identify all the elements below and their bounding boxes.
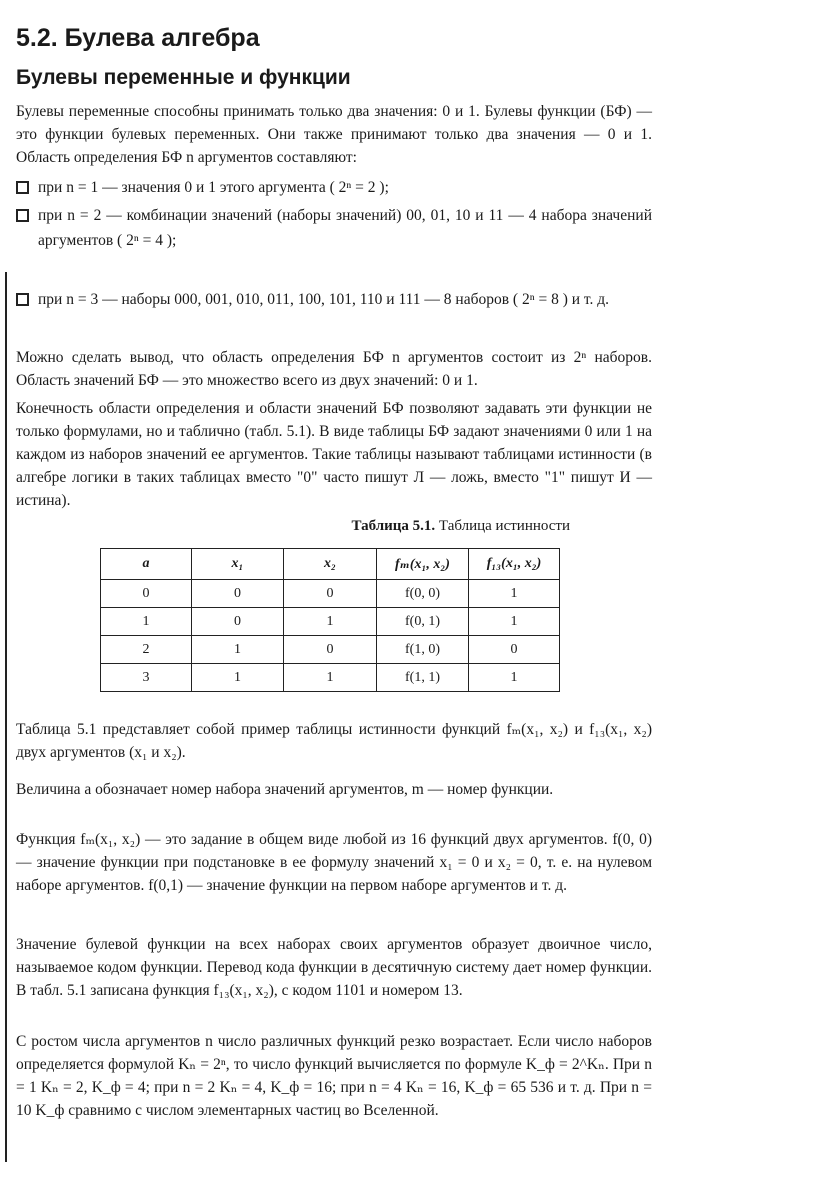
table-row: [101, 664, 560, 692]
checkbox-bullet-icon: [16, 293, 29, 306]
bullet-text: при n = 3 — наборы 000, 001, 010, 011, 100, 101, 110 и 111 — 8 наборов ( 2ⁿ = 8 ) и т. д.: [38, 291, 610, 308]
table-header-row: [101, 549, 560, 580]
subsection-title: Булевы переменные и функции: [16, 66, 351, 89]
bullet-item-n1: [16, 175, 652, 200]
para-text: Таблица 5.1 представляет собой пример таблицы истинности функций fₘ(x₁, x₂) и f₁₃(x₁, x₂) двух аргументов (x₁ и x₂).: [16, 721, 652, 761]
para-text: Конечность области определения и области значений БФ позволяют задавать эти функции не только формулами, но и таблично (табл. 5.1). В виде таблицы БФ задают значениями 0 или 1 на каждом из наборов значений ее аргументов. Такие таблицы называют таблицами истинности (в алгебре логики в таких таблицах вместо "0" часто пишут Л — ложь, вместо "1" пишут И — истина).: [16, 400, 652, 509]
table-cell: 0: [192, 580, 284, 608]
table-cell: 0: [101, 580, 192, 608]
paragraph-growth: [16, 1030, 652, 1122]
table-cell: f(1, 0): [377, 636, 469, 664]
table-cell: 1: [284, 664, 377, 692]
table-cell: 0: [469, 636, 560, 664]
para-text: С ростом числа аргументов n число различных функций резко возрастает. Если число наборов определяется формулой Kₙ = 2ⁿ, то число функций вычисляется по формуле K_ф = 2^Kₙ. При n = 1 Kₙ = 2, K_ф = 4; при n = 2 Kₙ = 4, K_ф = 16; при n = 4 Kₙ = 16, K_ф = 65 536 и т. д. При n = 10 K_ф сравнимо с числом элементарных частиц во Вселенной.: [16, 1033, 652, 1119]
table-cell: 1: [192, 664, 284, 692]
bullet-item-n2: [16, 203, 652, 253]
table-caption: [16, 518, 652, 535]
table-row: [101, 608, 560, 636]
paragraph-conclusion: [16, 346, 652, 392]
table-cell: f(0, 0): [377, 580, 469, 608]
paragraph-finiteness: [16, 397, 652, 512]
paragraph-function-code: [16, 933, 652, 1002]
table-cell: 0: [284, 580, 377, 608]
table-caption-title: Таблица истинности: [435, 518, 570, 534]
bullet-text: при n = 1 — значения 0 и 1 этого аргумента ( 2ⁿ = 2 );: [38, 179, 389, 196]
table-cell: 1: [192, 636, 284, 664]
table-cell: 1: [469, 664, 560, 692]
para-text: Булевы переменные способны принимать только два значения: 0 и 1. Булевы функции (БФ) — это функции булевых переменных. Они также принимают только два значения — 0 и 1. Область определения БФ n аргументов составляют:: [16, 103, 652, 166]
para-text: Функция fₘ(x₁, x₂) — это задание в общем виде любой из 16 функций двух аргументов. f(0, 0) — значение функции при подстановке в ее формулу значений x₁ = 0 и x₂ = 0, т. е. на нулевом наборе аргументов. f(0,1) — значение функции на первом наборе аргументов и т. д.: [16, 831, 652, 894]
paragraph-intro: [16, 100, 652, 169]
table-cell: f(1, 1): [377, 664, 469, 692]
table-cell: 1: [101, 608, 192, 636]
table-cell: 0: [284, 636, 377, 664]
margin-rule: [5, 272, 7, 1162]
table-cell: 1: [469, 580, 560, 608]
paragraph-table-desc: [16, 718, 652, 764]
section-title: 5.2. Булева алгебра: [16, 24, 260, 52]
table-cell: f(0, 1): [377, 608, 469, 636]
para-text: Величина a обозначает номер набора значений аргументов, m — номер функции.: [16, 781, 554, 798]
table-header-cell: a: [101, 549, 192, 580]
para-text: Можно сделать вывод, что область определения БФ n аргументов состоит из 2ⁿ наборов. Область значений БФ — это множество всего из двух значений: 0 и 1.: [16, 349, 652, 389]
table-row: [101, 580, 560, 608]
table-cell: 2: [101, 636, 192, 664]
para-text: Значение булевой функции на всех наборах своих аргументов образует двоичное число, называемое кодом функции. Перевод кода функции в десятичную систему дает номер функции. В табл. 5.1 записана функция f₁₃(x₁, x₂), с кодом 1101 и номером 13.: [16, 936, 652, 999]
bullet-item-n3: [16, 287, 652, 312]
table-caption-number: Таблица 5.1.: [351, 518, 436, 534]
paragraph-function-fm: [16, 828, 652, 897]
table-header-cell: x₂: [284, 549, 377, 580]
table-header-cell: f₁₃(x₁, x₂): [469, 549, 560, 580]
table-header-cell: fₘ(x₁, x₂): [377, 549, 469, 580]
bullet-text: при n = 2 — комбинации значений (наборы значений) 00, 01, 10 и 11 — 4 набора значений аргументов ( 2ⁿ = 4 );: [38, 207, 652, 249]
checkbox-bullet-icon: [16, 209, 29, 222]
table-header-cell: x₁: [192, 549, 284, 580]
checkbox-bullet-icon: [16, 181, 29, 194]
table-cell: 1: [284, 608, 377, 636]
paragraph-variable-a: [16, 778, 652, 801]
table-cell: 0: [192, 608, 284, 636]
truth-table: [100, 548, 560, 692]
table-cell: 3: [101, 664, 192, 692]
table-cell: 1: [469, 608, 560, 636]
table-row: [101, 636, 560, 664]
